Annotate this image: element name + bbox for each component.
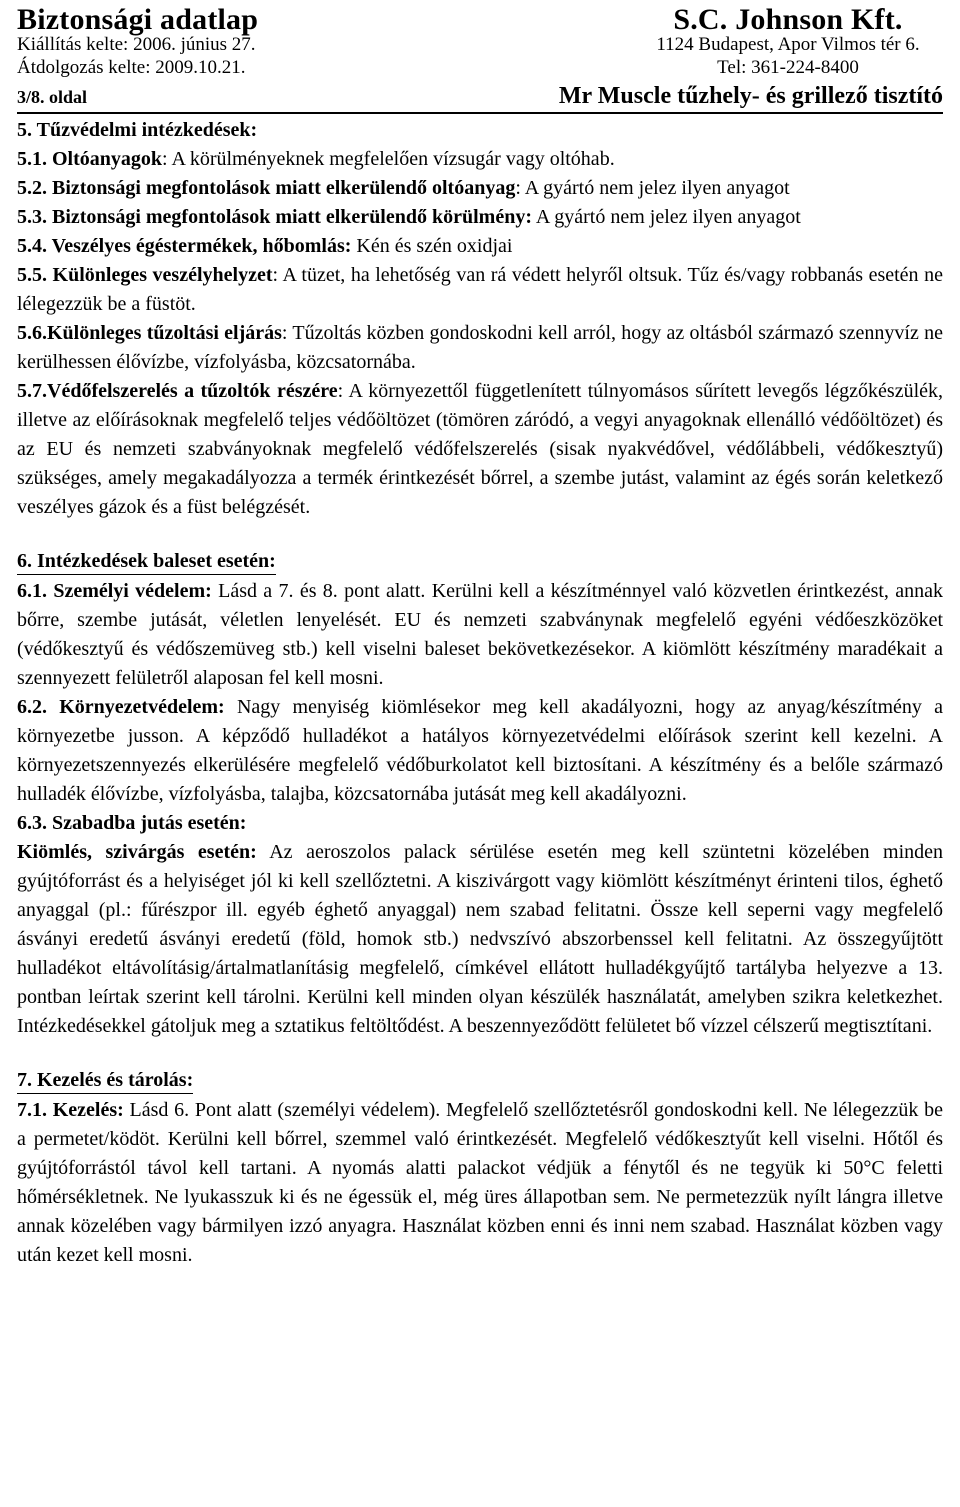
section-6: [17, 549, 943, 1041]
product-name: Mr Muscle tűzhely- és grillező tisztító: [558, 83, 943, 109]
label-6-2: 6.2. Környezetvédelem:: [17, 696, 225, 718]
paragraph-5-6: [17, 319, 943, 377]
header-divider: [17, 112, 943, 114]
label-5-1: 5.1. Oltóanyagok: [17, 148, 163, 170]
label-6-3: Kiömlés, szivárgás esetén:: [17, 841, 257, 863]
paragraph-5-2: [17, 174, 943, 203]
paragraph-5-3: [17, 203, 943, 232]
paragraph-5-7: [17, 377, 943, 522]
document-title: Biztonsági adatlap: [17, 3, 259, 36]
label-5-5: 5.5. Különleges veszélyhelyzet: [17, 264, 273, 286]
company-name: S.C. Johnson Kft.: [673, 3, 903, 36]
header-row-3: [17, 56, 943, 79]
paragraph-6-2: [17, 693, 943, 809]
header-row-4: [17, 81, 943, 111]
company-address: 1124 Budapest, Apor Vilmos tér 6.: [656, 34, 920, 55]
text-5-4: Kén és szén oxidjai: [351, 235, 513, 257]
section-6-title: 6. Intézkedések baleset esetén:: [17, 549, 276, 575]
text-5-2: : A gyártó nem jelez ilyen anyagot: [515, 177, 790, 199]
section-7: [17, 1068, 943, 1270]
paragraph-6-1: [17, 577, 943, 693]
label-6-1: 6.1. Személyi védelem:: [17, 580, 212, 602]
text-6-3: Az aeroszolos palack sérülése esetén meg kell szüntetni közelében minden gyújtóforrást és a helyiséget jól ki kell szellőztetni. A kiszivárgott vagy kiömlött készítményt érinteni tilos, éghető anyaggal (pl.: fűrészpor ill. egyéb éghető anyaggal) nem szabad felitatni. Össze kell seperni vagy megfelelő ásványi eredetű ásványi eredetű (föld, homok stb.) nedvszívó abszorbenssel kell felitatni. Az összegyűjtött hulladékot eltávolításig/ártalmatlanításig megfelelő, címkével ellátott hulladékgyűjtő tartályba helyezve a 13. pontban leírtak szerint kell tárolni. Kerülni kell minden olyan készülék használatát, amelyben szikra keletkezhet. Intézkedésekkel gátoljuk meg a sztatikus feltöltődést. A beszennyeződött felületet bő vízzel célszerű megtisztítani.: [17, 841, 943, 1037]
label-5-4: 5.4. Veszélyes égéstermékek, hőbomlás:: [17, 235, 352, 257]
document-header: [17, 0, 943, 114]
issue-date: Kiállítás kelte: 2006. június 27.: [17, 34, 256, 55]
section-5: [17, 116, 943, 522]
text-6-1: Lásd a 7. és 8. pont alatt. Kerülni kell a készítménnyel való közvetlen érintkezést, annak bőrre, szembe jutását, véletlen lenyelését. EU és nemzeti szabványnak megfelelő egyéni védőeszközöket (védőkesztyű és védőszemüveg stb.) kell viselni baleset bekövetkezésekor. A kiömlött készítmény maradékait a szennyezett felületről alaposan fel kell mosni.: [17, 580, 943, 689]
label-5-2: 5.2. Biztonsági megfontolások miatt elkerülendő oltóanyag: [17, 177, 516, 199]
revision-date: Átdolgozás kelte: 2009.10.21.: [17, 57, 246, 78]
label-5-6: 5.6.Különleges tűzoltási eljárás: [17, 322, 282, 344]
text-5-5: : A tüzet, ha lehetőség van rá védett helyről oltsuk. Tűz és/vagy robbanás esetén ne lélegezzük be a füstöt.: [17, 264, 943, 315]
text-5-6: : Tűzoltás közben gondoskodni kell arról, hogy az oltásból származó szennyvíz ne kerülhessen élővízbe, vízfolyásba, közcsatornába.: [17, 322, 943, 373]
label-5-7: 5.7.Védőfelszerelés a tűzoltók részére: [17, 380, 338, 402]
section-5-title: 5. Tűzvédelmi intézkedések:: [17, 119, 258, 141]
paragraph-5-5: [17, 261, 943, 319]
header-row-2: [17, 33, 943, 56]
paragraph-6-3: [17, 838, 943, 1041]
text-6-2: Nagy menyiség kiömlésekor meg kell akadályozni, hogy az anyag/készítmény a környezetbe jusson. A képződő hulladékot a hatályos környezetvédelmi előírások szerint kell kezelni. A környezetszennyezés elkerülésére megfelelő védőburkolatot kell biztosítani. A készítmény és a belőle származó hulladék élővízbe, vízfolyásba, talajba, közcsatornába jutását meg kell akadályozni.: [17, 696, 943, 805]
company-phone: Tel: 361-224-8400: [717, 57, 859, 78]
text-5-7: : A környezettől függetlenített túlnyomásos sűrített levegős légzőkészülék, illetve az előírásoknak megfelelő teljes védőöltözet (tömören záródó, a vegyi anyagoknak ellenálló védőöltözet) és az EU és nemzeti szabványoknak megfelelő védőfelszerelés (sisak nyakvédővel, védőlábbeli, védőkesztyű) szükséges, amely megakadályozza a termék érintkezését bőrrel, a szembe jutást, valamint az égés során keletkező veszélyes gázok és a füst belégzését.: [17, 380, 944, 518]
paragraph-5-1: [17, 145, 943, 174]
text-5-3: A gyártó nem jelez ilyen anyagot: [532, 206, 801, 228]
label-7-1: 7.1. Kezelés:: [17, 1099, 124, 1121]
paragraph-7-1: [17, 1096, 943, 1270]
section-7-title: 7. Kezelés és tárolás:: [17, 1068, 193, 1094]
label-5-3: 5.3. Biztonsági megfontolások miatt elkerülendő körülmény:: [17, 206, 532, 228]
subsection-6-3-title: 6.3. Szabadba jutás esetén:: [17, 812, 247, 834]
text-5-1: : A körülményeknek megfelelően vízsugár vagy oltóhab.: [162, 148, 615, 170]
text-7-1: Lásd 6. Pont alatt (személyi védelem). Megfelelő szellőztetésről gondoskodni kell. Ne lélegezzük be a permetet/ködöt. Kerülni kell bőrrel, szemmel való érintkezését. Megfelelő védőkesztyűt kell viselni. Hőtől és gyújtóforrástól távol kell tartani. A nyomás alatti palackot védjük a fénytől és ne tegyük ki 50°C feletti hőmérsékletnek. Ne lyukasszuk ki és ne égessük el, még üres állapotban sem. Ne permetezzük nyílt lángra illetve annak közelében vagy bármilyen izzó anyagra. Használat közben enni és inni nem szabad. Használat közben vagy után kezet kell mosni.: [17, 1099, 943, 1266]
paragraph-5-4: [17, 232, 943, 261]
page-number: 3/8. oldal: [17, 87, 88, 107]
